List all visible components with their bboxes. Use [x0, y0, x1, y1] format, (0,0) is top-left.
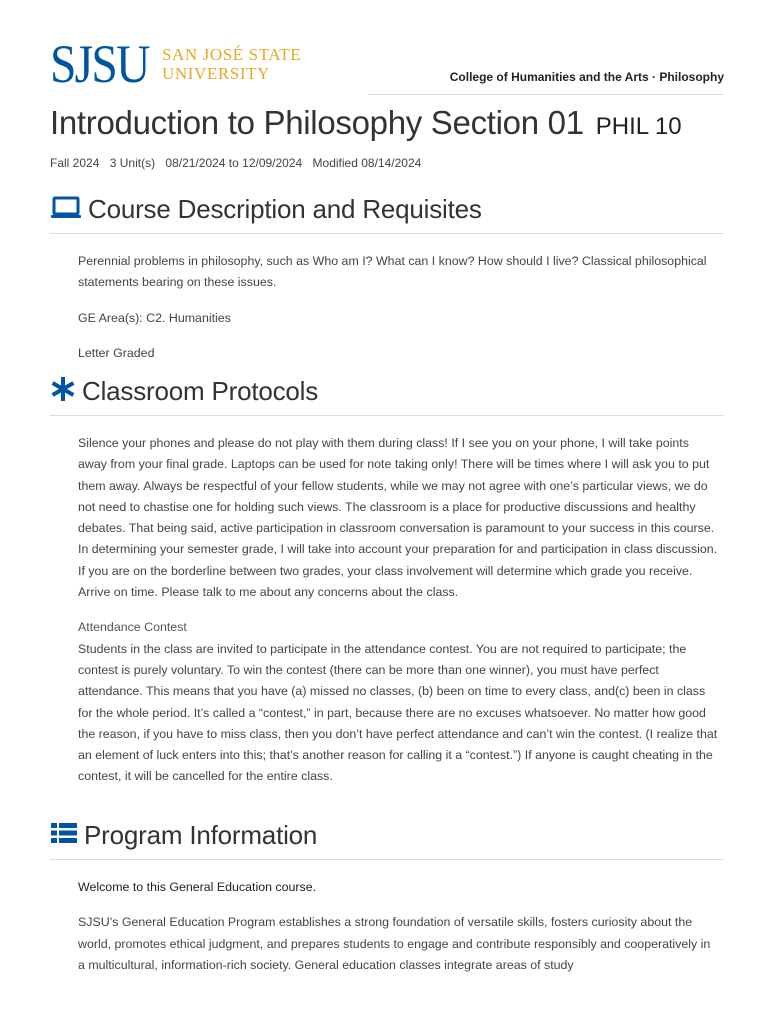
- course-title-row: [50, 104, 682, 142]
- course-title: Introduction to Philosophy Section 01: [50, 104, 584, 141]
- course-modified: Modified 08/14/2024: [312, 156, 422, 170]
- laptop-icon: [50, 194, 82, 225]
- section-heading-program: [50, 820, 724, 860]
- section-body-protocols: [78, 433, 720, 788]
- program-welcome-text: Welcome to this General Education course.: [78, 880, 317, 894]
- college-department: College of Humanities and the Arts · Philosophy: [449, 70, 724, 84]
- course-code: PHIL 10: [595, 113, 682, 140]
- program-description-text: SJSU’s General Education Program establishes a strong foundation of versatile skills, fosters curiosity about the world, promotes ethical judgment, and prepares students to engage and contribute responsibly and cooperatively in a multicultural, information-rich society. General education classes integrate areas of study: [78, 915, 711, 972]
- asterisk-icon: [50, 376, 76, 407]
- course-description-text: Perennial problems in philosophy, such as Who am I? What can I know? How should I live? Classical philosophical statements bearing on these issues.: [78, 254, 707, 290]
- grading-text: Letter Graded: [78, 345, 155, 360]
- section-title: Course Description and Requisites: [88, 194, 482, 224]
- list-icon: [50, 821, 78, 850]
- section-title: Classroom Protocols: [82, 376, 319, 406]
- section-heading-protocols: [50, 376, 724, 416]
- page-header: [50, 0, 724, 96]
- course-dates: 08/21/2024 to 12/09/2024: [165, 156, 303, 170]
- course-meta: [50, 156, 428, 170]
- section-body-program: [78, 877, 720, 976]
- header-divider: [368, 94, 724, 95]
- logo-line-2: UNIVERSITY: [162, 64, 270, 83]
- sjsu-logo[interactable]: [50, 34, 302, 94]
- section-body-description: [78, 251, 720, 364]
- logo-line-1: SAN JOSÉ STATE: [162, 45, 302, 64]
- course-units: 3 Unit(s): [109, 156, 156, 170]
- section-title: Program Information: [84, 820, 318, 850]
- attendance-contest-label: Attendance Contest: [78, 620, 187, 635]
- protocols-text: Silence your phones and please do not play with them during class! If I see you on your phone, I will take points away from your final grade. Laptops can be used for note taking only! There will be times where I will ask you to put them away. Always be respectful of your fellow students, while we may not agree with one’s particular views, we do not need to chastise one for holding such views. The classroom is a place for productive discussions and healthy debates. That being said, active participation in classroom conversation is paramount to your success in this course. In determining your semester grade, I will take into account your preparation for and participation in class discussion. If you are on the borderline between two grades, your class involvement will determine which grade you receive. Arrive on time. Please talk to me about any concerns about the class.: [78, 436, 718, 600]
- logo-mark: SJSU: [50, 34, 149, 94]
- syllabus-page: [50, 0, 724, 972]
- logo-wordmark: [162, 45, 301, 83]
- course-term: Fall 2024: [50, 156, 100, 170]
- ge-area-text: GE Area(s): C2. Humanities: [78, 310, 231, 325]
- section-heading-description: [50, 194, 724, 234]
- attendance-contest-text: Students in the class are invited to participate in the attendance contest. You are not required to participate; the contest is purely voluntary. To win the contest (there can be more than one winner), you must have perfect attendance. This means that you have (a) missed no classes, (b) been on time to every class, and(c) been in class for the whole period. It’s called a “contest,” in part, because there are no excuses whatsoever. No matter how good the reason, if you have to miss class, then you don’t have perfect attendance and can’t win the contest. (I realize that an element of luck enters into this; that’s another reason for calling it a “contest.”) If anyone is caught cheating in the contest, it will be cancelled for the entire class.: [78, 641, 718, 784]
